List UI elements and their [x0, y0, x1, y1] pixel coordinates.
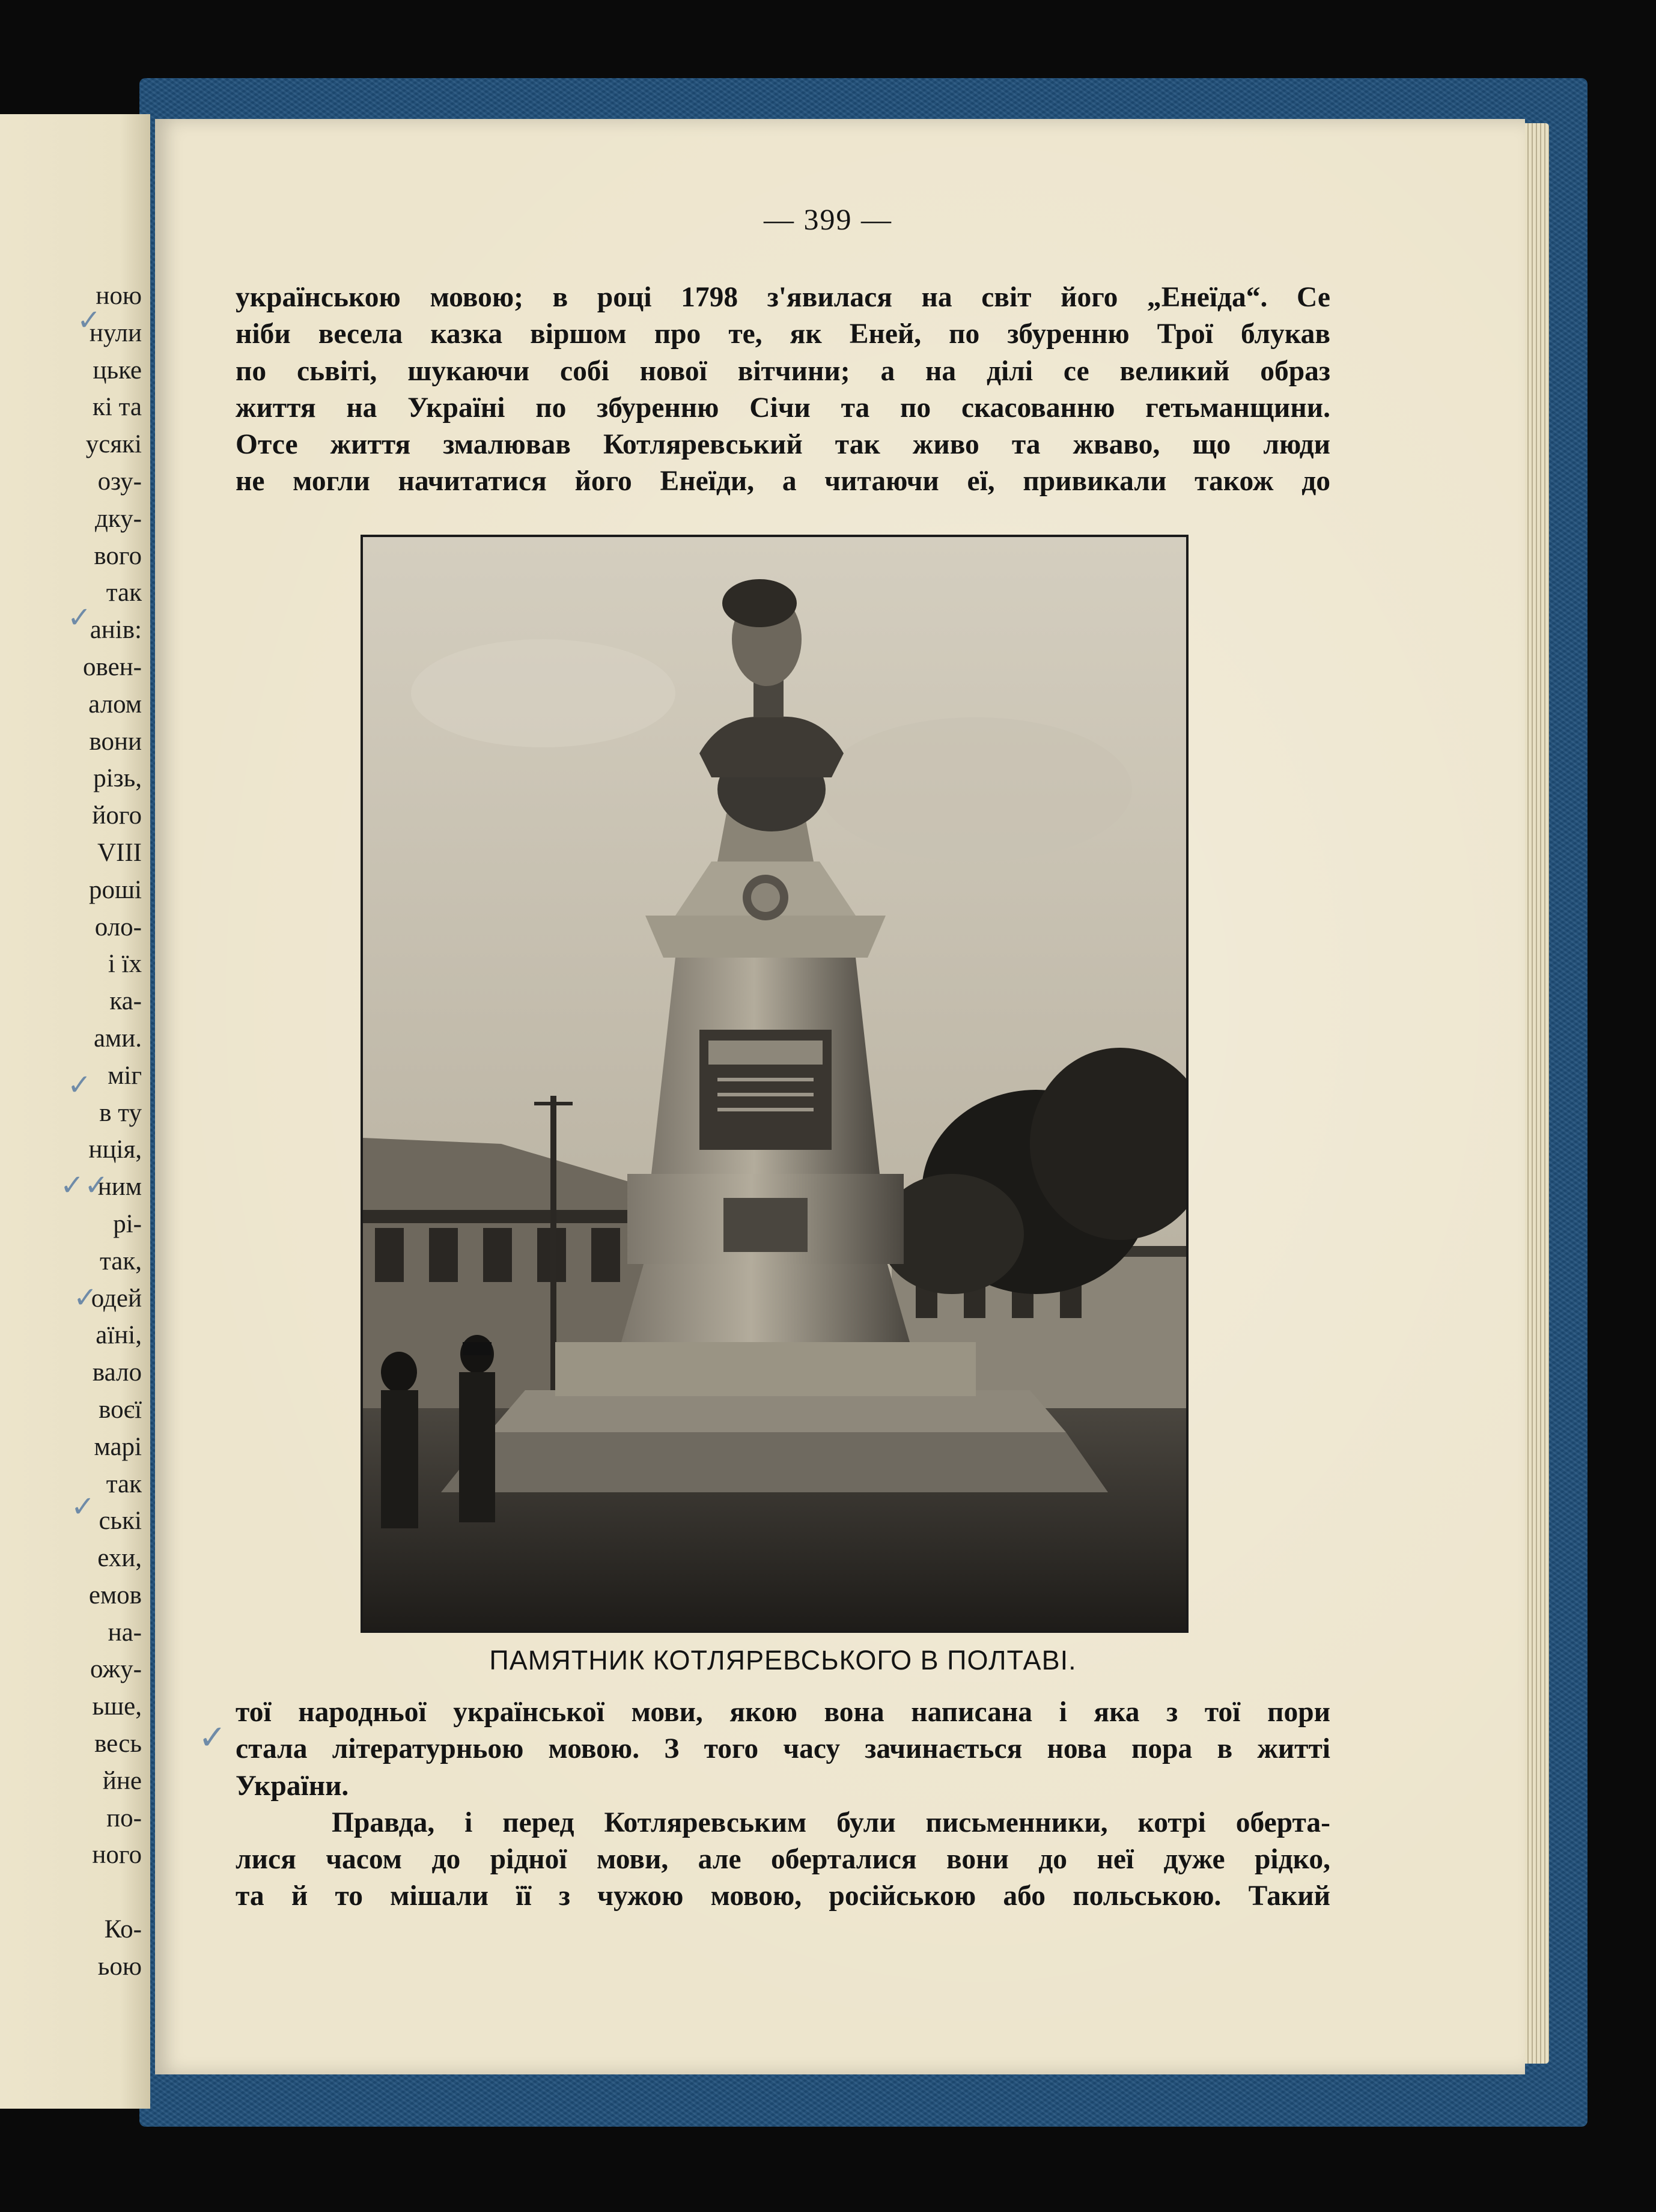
- left-page-line: в ту: [99, 1098, 142, 1127]
- left-page-text: [83, 278, 142, 1986]
- left-page-line: ьше,: [92, 1692, 142, 1721]
- left-page-line: вони: [89, 727, 142, 756]
- left-page-line: нція,: [88, 1135, 142, 1164]
- left-page-line: озу-: [97, 467, 142, 496]
- pencil-double-check-mark: ✓✓: [60, 1168, 109, 1202]
- text-line: ніби весела казка віршом про те, як Еней, по збуренню Трої блукав: [236, 318, 1330, 350]
- left-page-line: ною: [96, 282, 142, 310]
- pencil-check-mark: ✓: [67, 601, 92, 634]
- left-page-line: міг: [108, 1061, 142, 1090]
- text-line: українською мовою; в році 1798 з'явилася на світ його „Енеїда“. Се: [236, 282, 1330, 313]
- left-page-line: його: [92, 801, 142, 830]
- left-page-line: весь: [94, 1730, 142, 1758]
- left-page-line: різь,: [93, 764, 142, 793]
- left-page-line: ьою: [97, 1952, 142, 1981]
- monument-photo: [361, 535, 1189, 1633]
- left-page-line: ним: [97, 1173, 142, 1202]
- left-page-line: [83, 1874, 142, 1911]
- left-page-line: рі-: [113, 1209, 142, 1238]
- left-page-line: так: [106, 1469, 142, 1498]
- text-line: та й то мішали її з чужою мовою, російською або польською. Такий: [236, 1880, 1330, 1912]
- left-page-line: ожу-: [90, 1655, 142, 1684]
- left-page-line: аїні,: [96, 1321, 142, 1350]
- left-page-line: Ко-: [104, 1915, 142, 1944]
- left-page-line: ами.: [93, 1024, 142, 1053]
- left-page-line: одей: [91, 1284, 142, 1313]
- left-page-line: VIII: [97, 838, 142, 867]
- pencil-check-mark: ✓: [71, 1490, 96, 1524]
- left-page-line: роші: [88, 875, 142, 904]
- text-line: по сьвіті, шукаючи собі нової вітчини; а на ділі се великий образ: [236, 355, 1330, 387]
- left-page-line: так: [106, 579, 142, 607]
- text-line: Отсе життя змалював Котляревський так живо та жваво, що люди: [236, 429, 1330, 461]
- left-page-line: вало: [92, 1358, 142, 1387]
- left-page-line: марі: [94, 1432, 142, 1461]
- pencil-check-mark: ✓: [73, 1281, 98, 1314]
- left-page-line: дку-: [95, 504, 142, 533]
- left-facing-page: [0, 114, 150, 2109]
- left-page-line: вого: [94, 541, 142, 570]
- text-line: України.: [236, 1770, 349, 1802]
- left-page-line: цьке: [93, 356, 142, 384]
- left-page-line: усякі: [85, 430, 142, 459]
- figure-caption: ПАМЯТНИК КОТЛЯРЕВСЬКОГО В ПОЛТАВІ.: [489, 1645, 1077, 1676]
- text-block-top: [236, 279, 1330, 500]
- left-page-line: нули: [89, 318, 142, 347]
- left-page-line: ехи,: [97, 1544, 142, 1573]
- left-page-line: емов: [88, 1581, 142, 1609]
- left-page-line: кі та: [93, 393, 142, 422]
- left-page-line: так,: [99, 1247, 142, 1275]
- left-page-line: ного: [92, 1841, 142, 1870]
- left-page-line: анів:: [90, 616, 142, 645]
- left-page-line: по-: [106, 1803, 142, 1832]
- left-page-line: і їх: [108, 950, 142, 979]
- page-number: — 399 —: [764, 202, 892, 236]
- left-page-line: алом: [88, 690, 142, 719]
- text-line: не могли начитатися його Енеїди, а читаючи еї, привикали також до: [236, 466, 1330, 497]
- text-line: життя на Україні по збуренню Січи та по скасованню гетьманщини.: [236, 392, 1330, 424]
- text-block-bottom: [236, 1694, 1330, 1915]
- left-page-line: ські: [99, 1507, 142, 1536]
- pencil-check-mark: ✓: [198, 1718, 227, 1757]
- text-line: Правда, і перед Котляревським були письменники, котрі оберта-: [332, 1806, 1330, 1838]
- left-page-line: на-: [108, 1618, 142, 1647]
- pencil-check-mark: ✓: [77, 303, 102, 337]
- left-page-line: воєї: [99, 1395, 142, 1424]
- left-page-line: оло-: [94, 913, 142, 941]
- pencil-check-mark: ✓: [67, 1068, 92, 1102]
- text-line: стала літературньою мовою. З того часу зачинається нова пора в житті: [236, 1733, 1330, 1765]
- left-page-line: ка-: [109, 987, 142, 1016]
- text-line: лися часом до рідної мови, але оберталися вони до неї дуже рідко,: [236, 1844, 1330, 1876]
- text-line: тої народньої української мови, якою вона написана і яка з тої пори: [236, 1697, 1330, 1728]
- left-page-line: овен-: [83, 652, 142, 681]
- left-page-line: йне: [102, 1766, 142, 1795]
